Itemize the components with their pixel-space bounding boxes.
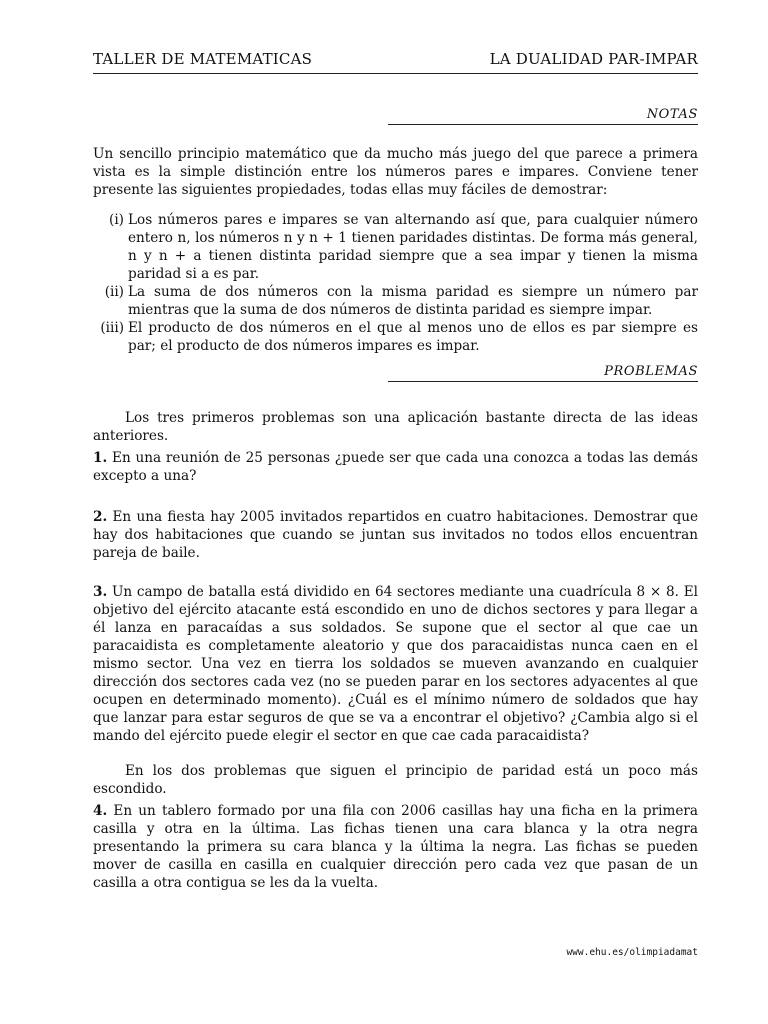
notas-intro: Un sencillo principio matemático que da mucho más juego del que parece a primera vista es la simple distinción entre los números pares e impares. Conviene tener presente las siguientes propiedades, todas ellas muy fáciles de demostrar: xyxy=(93,146,698,198)
problem-text: En un tablero formado por una fila con 2006 casillas hay una ficha en la primera casilla y otra en la última. Las fichas tienen una cara blanca y la otra negra presentando la primera su cara blanca y la última la negra. Las fichas se pueden mover de casilla en casilla en cualquier dirección pero cada vez que pasan de un casilla a otra contigua se les da la vuelta. xyxy=(93,803,698,891)
section-heading-problemas: PROBLEMAS xyxy=(388,364,698,382)
problem-3 xyxy=(93,583,698,745)
problem-number: 1. xyxy=(93,450,108,466)
problem-text: Un campo de batalla está dividido en 64 sectores mediante una cuadrícula 8 × 8. El objetivo del ejército atacante está escondido en uno de dichos sectores y para llegar a él lanza en paracaídas a sus soldados. Se supone que el sector al que cae un paracaidista es completamente aleatorio y que dos paracaidistas nunca caen en el mismo sector. Una vez en tierra los soldados se mueven avanzando en cualquier dirección dos sectores cada vez (no se pueden parar en los sectores adyacentes al que ocupen en determinado momento). ¿Cuál es el mínimo número de soldados que hay que lanzar para estar seguros de que se va a encontrar el objetivo? ¿Cambia algo si el mando del ejército puede elegir el sector en que cae cada paracaidista? xyxy=(93,584,698,744)
problem-2 xyxy=(93,508,698,562)
list-item-text: Los números pares e impares se van alternando así que, para cualquier número entero n, los números n y n + 1 tienen paridades distintas. De forma más general, n y n + a tienen distinta paridad siempre que a sea impar y tienen la misma paridad si a es par. xyxy=(128,212,698,282)
section-heading-notas: NOTAS xyxy=(388,107,698,125)
list-item-number: (i) xyxy=(109,212,124,228)
problemas-intro-2: En los dos problemas que siguen el principio de paridad está un poco más escondido. xyxy=(93,763,698,797)
problem-text: En una reunión de 25 personas ¿puede ser que cada una conozca a todas las demás excepto a una? xyxy=(93,450,698,484)
problem-1 xyxy=(93,449,698,485)
problem-number: 4. xyxy=(93,803,108,819)
header-right-title: LA DUALIDAD PAR-IMPAR xyxy=(489,50,698,68)
list-item-number: (iii) xyxy=(100,320,124,336)
list-item-text: El producto de dos números en el que al menos uno de ellos es par siempre es par; el producto de dos números impares es impar. xyxy=(128,320,698,354)
list-item xyxy=(93,319,698,355)
list-item xyxy=(93,211,698,283)
problem-number: 2. xyxy=(93,509,108,525)
problem-number: 3. xyxy=(93,584,108,600)
page-header xyxy=(93,50,698,74)
problem-4 xyxy=(93,802,698,892)
problemas-intro: Los tres primeros problemas son una aplicación bastante directa de las ideas anteriores. xyxy=(93,410,698,444)
list-item xyxy=(93,283,698,319)
header-left-title: TALLER DE MATEMATICAS xyxy=(93,50,313,68)
problem-text: En una fiesta hay 2005 invitados repartidos en cuatro habitaciones. Demostrar que hay dos habitaciones que cuando se juntan sus invitados no todos ellos encuentran pareja de baile. xyxy=(93,509,699,561)
footer-url: www.ehu.es/olimpiadamat xyxy=(566,947,698,958)
properties-list xyxy=(93,211,698,355)
list-item-number: (ii) xyxy=(104,284,124,300)
list-item-text: La suma de dos números con la misma paridad es siempre un número par mientras que la suma de dos números de distinta paridad es siempre impar. xyxy=(128,284,698,318)
